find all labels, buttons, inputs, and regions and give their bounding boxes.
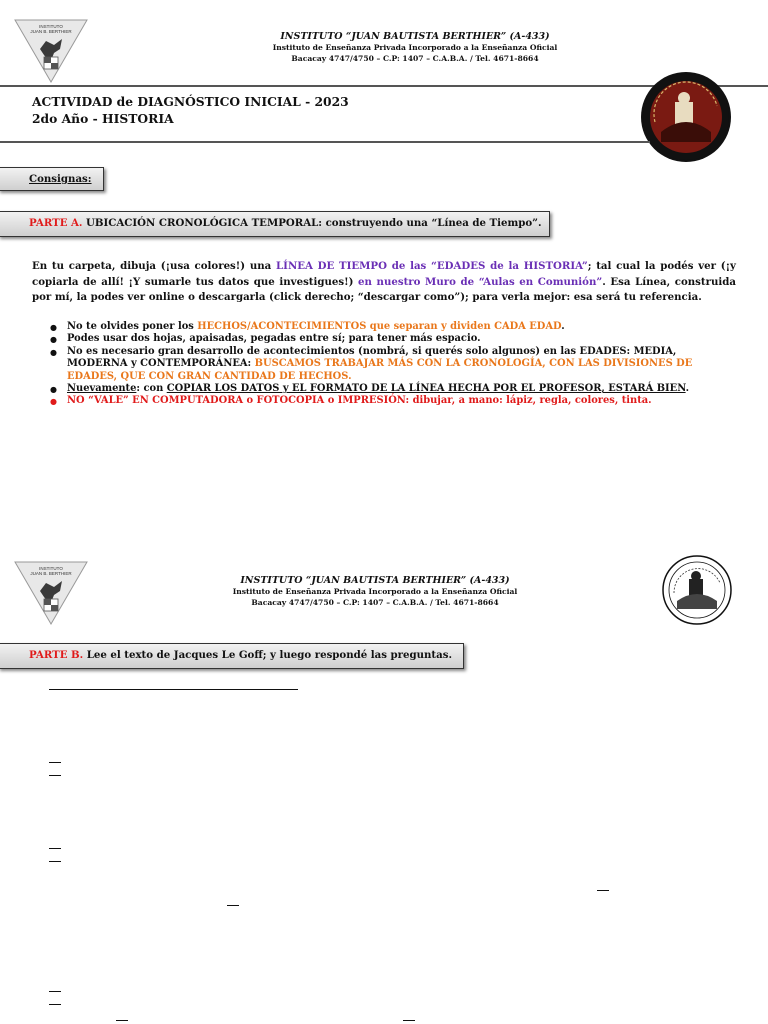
institute-header — [150, 31, 680, 64]
bullet-4-lead: Nuevamente — [67, 383, 137, 395]
bullet-2-text: Podes usar dos hojas, apaisadas, pegadas entre sí; para tener más espacio. — [67, 333, 481, 345]
intro-muro-link[interactable]: en nuestro Muro de “Aulas en Comunión” — [358, 275, 603, 288]
dash-mark — [597, 890, 609, 891]
parte-a-prefix: PARTE A. — [29, 217, 83, 229]
institute-subtitle: Instituto de Enseñanza Privada Incorporado a la Enseñanza Oficial — [272, 43, 558, 52]
list-item — [50, 395, 710, 407]
list-item — [50, 383, 710, 395]
school-logo — [14, 19, 88, 83]
intro-part-1: En tu carpeta, dibuja (¡usa colores!) una — [32, 260, 277, 272]
intro-timeline-highlight: LÍNEA DE TIEMPO de las “EDADES de la HISTORIA” — [276, 260, 588, 272]
bullet-5-text: NO “VALE” EN COMPUTADORA o FOTOCOPIA o IMPRESIÓN: dibujar, a mano: lápiz, regla, colores, tinta. — [67, 395, 652, 407]
activity-title-line2: 2do Año - HISTORIA — [32, 111, 174, 126]
parte-b-prefix: PARTE B. — [29, 649, 84, 661]
institute-subtitle-2: Instituto de Enseñanza Privada Incorporado a la Enseñanza Oficial — [232, 587, 518, 596]
list-item — [50, 333, 710, 345]
list-item — [50, 321, 710, 333]
intro-paragraph — [32, 259, 736, 306]
logo2-text-2: JUAN B. BERTHIER — [30, 571, 72, 576]
intro-part-5: . Esa Línea, construida por mí, la podes ver online o descargarla (click derecho; “descargar como”); para verla mejor: esa será tu referencia. — [32, 275, 736, 303]
institute-title-2: INSTITUTO “JUAN BAUTISTA BERTHIER” (A-433) — [240, 575, 510, 586]
parte-b-label — [0, 643, 464, 669]
activity-title — [32, 93, 349, 127]
activity-title-line1: ACTIVIDAD de DIAGNÓSTICO INICIAL - 2023 — [32, 94, 349, 109]
parte-b-text: Lee el texto de Jacques Le Goff; y luego respondé las preguntas. — [83, 649, 453, 661]
bullet-1-text: No te olvides poner los — [67, 321, 198, 332]
bullet-4-underlined: COPIAR LOS DATOS y EL FORMATO DE LA LÍNEA HECHA POR EL PROFESOR, ESTARÁ BIEN — [166, 383, 686, 395]
institute-address: Bacacay 4747/4750 – C.P: 1407 – C.A.B.A. / Tel. 4671-8664 — [291, 54, 539, 63]
bullet-1-highlight: HECHOS/ACONTECIMIENTOS que separan y dividen CADA EDAD — [197, 321, 562, 332]
dash-mark — [49, 762, 61, 763]
dash-mark — [49, 1004, 61, 1005]
seal-image-2 — [662, 555, 732, 625]
logo-text-2: JUAN B. BERTHIER — [30, 29, 72, 34]
list-item — [50, 346, 710, 383]
dash-mark — [49, 861, 61, 862]
dash-mark — [227, 905, 239, 906]
instructions-list — [50, 321, 710, 408]
dash-mark — [403, 1020, 415, 1021]
dash-mark — [49, 775, 61, 776]
bullet-3-highlight: BUSCAMOS TRABAJAR MÁS CON LA CRONOLOGÍA, CON LAS DIVISIONES DE EDADES, QUE CON GRAN CANTIDAD DE HECHOS. — [67, 358, 693, 382]
seal-image — [641, 72, 731, 162]
header-divider-bottom — [0, 141, 650, 143]
bullet-4-mid: : con — [136, 383, 167, 395]
school-logo-2 — [14, 561, 88, 625]
answer-line — [49, 689, 298, 690]
parte-a-text: UBICACIÓN CRONOLÓGICA TEMPORAL: construyendo una “Línea de Tiempo”. — [82, 217, 542, 229]
bullet-1-end: . — [561, 321, 565, 332]
dash-mark — [116, 1020, 128, 1021]
consignas-text: Consignas: — [29, 173, 92, 185]
logo2-text-1: INSTITUTO — [39, 566, 63, 571]
institute-address-2: Bacacay 4747/4750 – C.P: 1407 – C.A.B.A. / Tel. 4671-8664 — [251, 598, 499, 607]
parte-a-label — [0, 211, 550, 237]
bullet-4-end: . — [685, 383, 690, 395]
consignas-label — [0, 167, 104, 191]
institute-header-2 — [110, 575, 640, 608]
dash-mark — [49, 991, 61, 992]
intro-part-3: ; tal cual la podés ver (¡y copiarla de allí! ¡Y sumarle tus datos que investigues!) — [32, 260, 736, 288]
dash-mark — [49, 848, 61, 849]
institute-title: INSTITUTO “JUAN BAUTISTA BERTHIER” (A-433) — [280, 31, 550, 42]
bullet-3-text: No es necesario gran desarrollo de acontecimientos (nombrá, si querés solo algunos) en las EDADES: MEDIA, MODERNA y CONTEMPORÁNEA: — [67, 345, 677, 370]
logo-text-1: INSTITUTO — [39, 24, 63, 29]
